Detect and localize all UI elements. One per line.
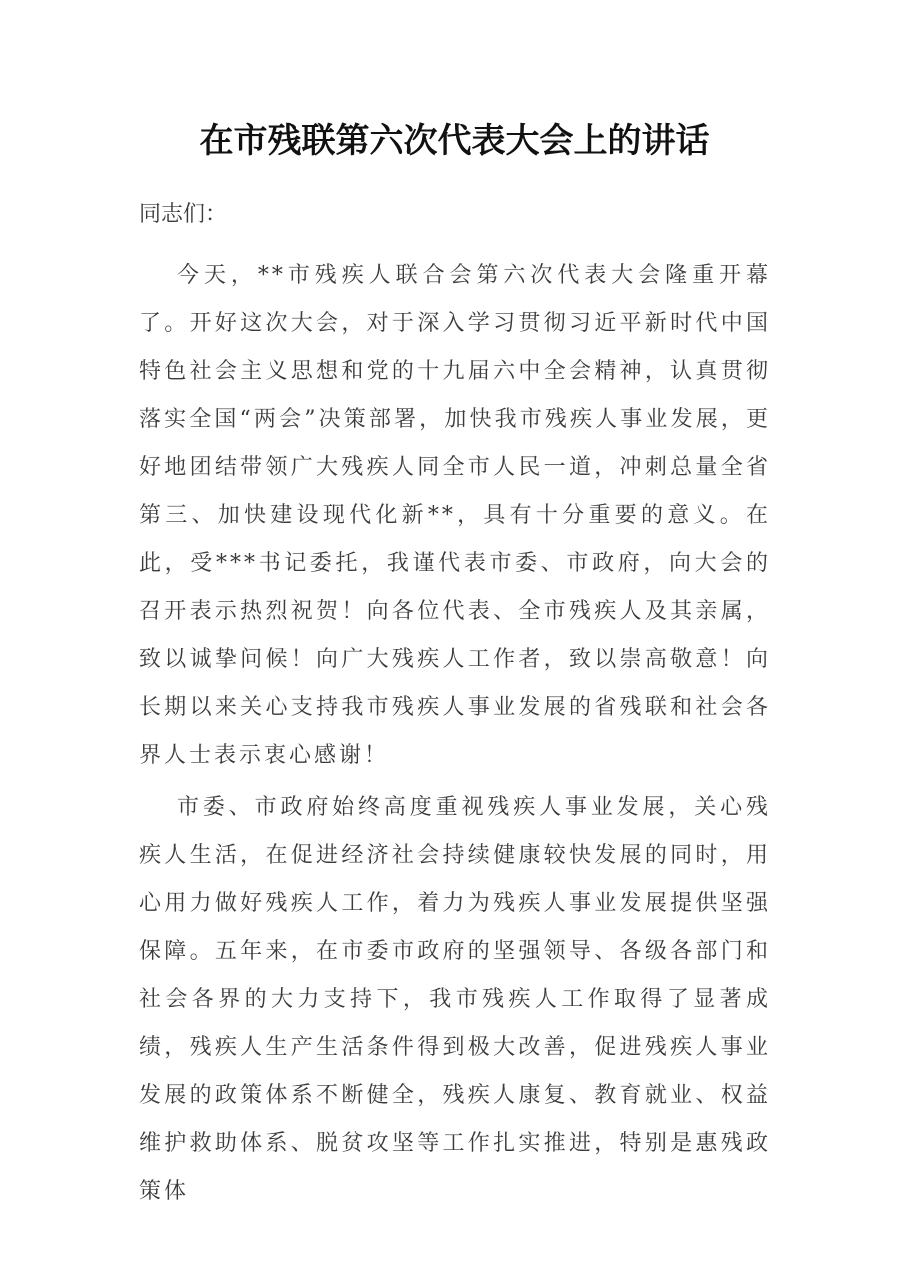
paragraph-2: 市委、市政府始终高度重视残疾人事业发展，关心残疾人生活，在促进经济社会持续健康较快发展的同时，用心用力做好残疾人工作，着力为残疾人事业发展提供坚强保障。五年来，在市委市政府的坚强领导、各级各部门和社会各界的大力支持下，我市残疾人工作取得了显著成绩，残疾人生产生活条件得到极大改善，促进残疾人事业发展的政策体系不断健全，残疾人康复、教育就业、权益维护救助体系、脱贫攻坚等工作扎实推进，特别是惠残政策体 (139, 795, 771, 1204)
document-title: 在市残联第六次代表大会上的讲话 (199, 121, 710, 161)
paragraph-1: 今天，**市残疾人联合会第六次代表大会隆重开幕了。开好这次大会，对于深入学习贯彻习近平新时代中国特色社会主义思想和党的十九届六中全会精神，认真贯彻落实全国“两会”决策部署，加快我市残疾人事业发展，更好地团结带领广大残疾人同全市人民一道，冲刺总量全省第三、加快建设现代化新**，具有十分重要的意义。在此，受***书记委托，我谨代表市委、市政府，向大会的召开表示热烈祝贺！向各位代表、全市残疾人及其亲属，致以诚挚问候！向广大残疾人工作者，致以崇高敬意！向长期以来关心支持我市残疾人事业发展的省残联和社会各界人士表示衷心感谢！ (139, 263, 771, 768)
salutation: 同志们： (139, 202, 228, 227)
